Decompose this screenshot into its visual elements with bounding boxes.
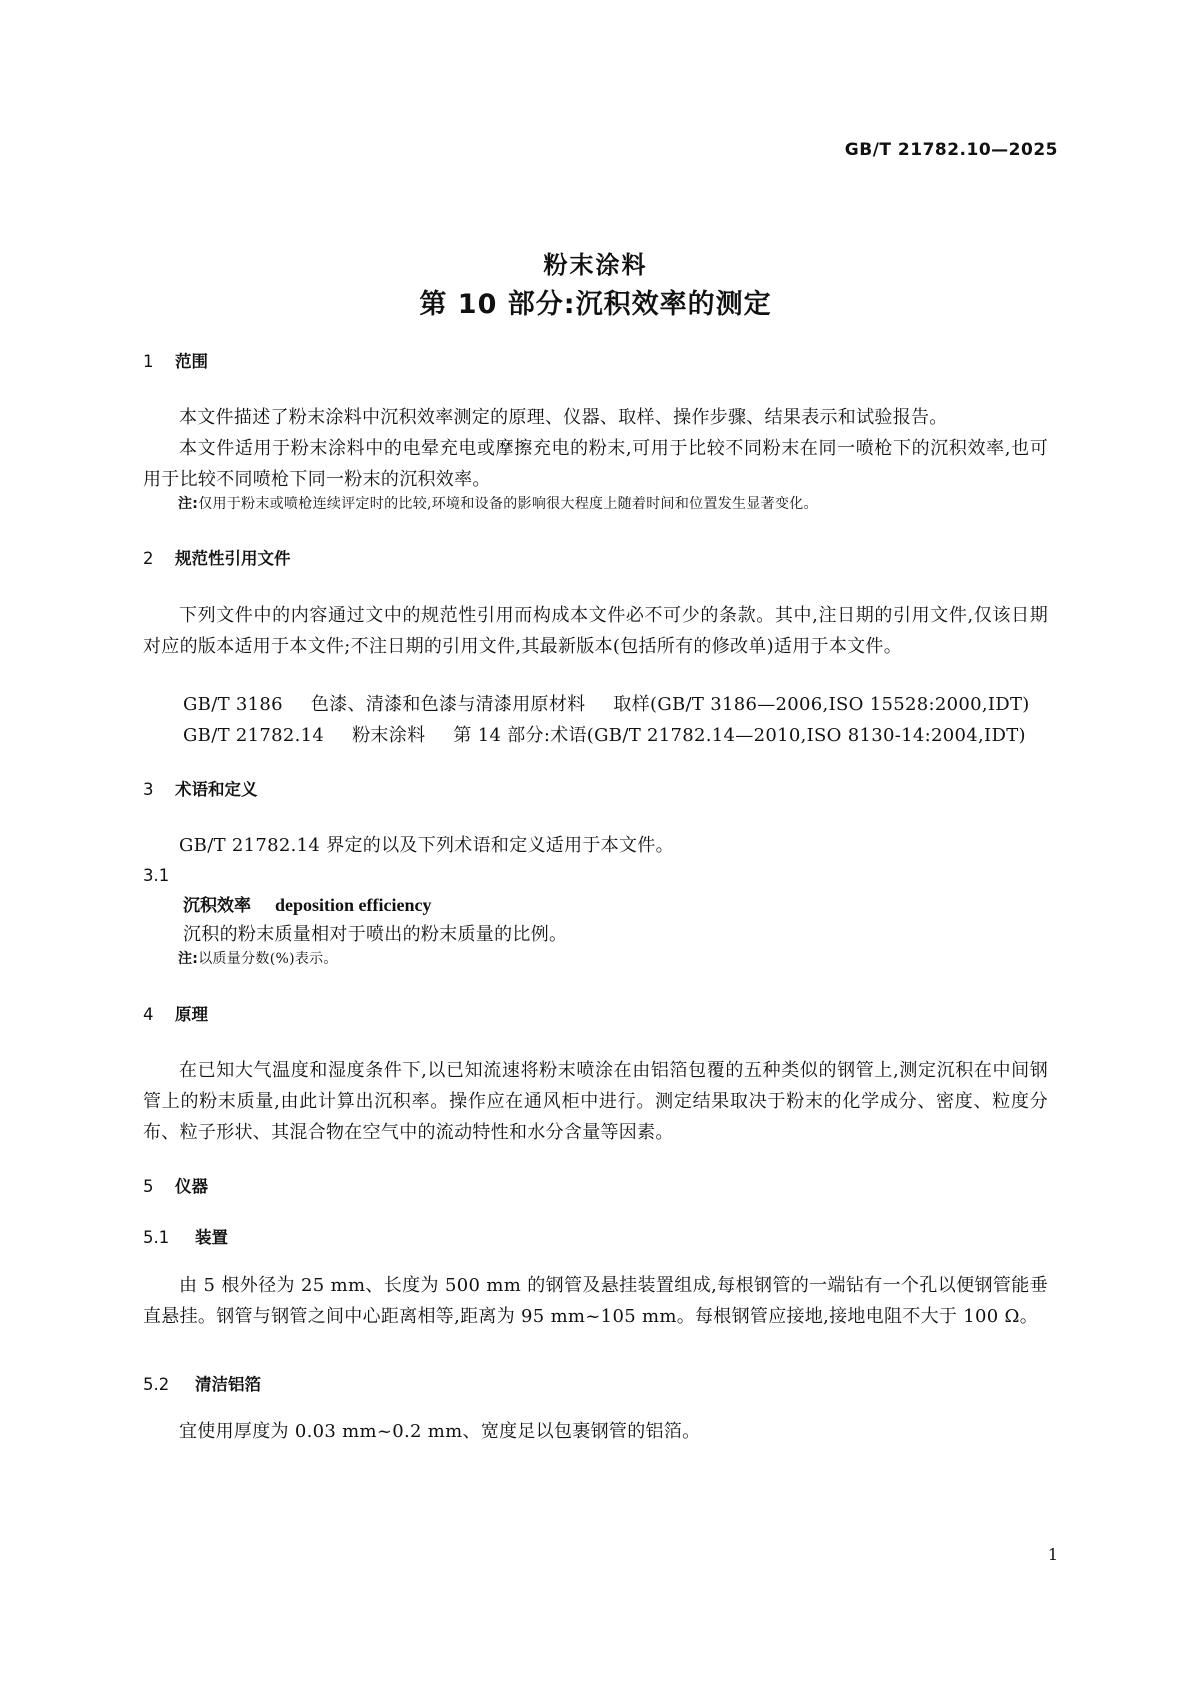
page-number: 1 [1047,1545,1058,1564]
subsection-number: 5.2 [143,1375,170,1394]
subsection-title: 装置 [195,1228,228,1247]
document-title-line1: 粉末涂料 [543,251,648,279]
section-3-heading [143,776,258,800]
section-4-paragraph-1: 在已知大气温度和湿度条件下,以已知流速将粉末喷涂在由铝箔包覆的五种类似的钢管上,测定沉积在中间钢管上的粉末质量,由此计算出沉积率。操作应在通风柜中进行。测定结果取决于粉末的化学成分、密度、粒度分布、粒子形状、其混合物在空气中的流动特性和水分含量等因素。 [143,1060,1048,1143]
section-title: 规范性引用文件 [175,549,291,568]
subsection-5-1-heading [143,1224,228,1248]
section-2-heading [143,545,291,569]
subsection-number: 5.1 [143,1228,170,1247]
subsection-5-2-heading [143,1371,261,1395]
section-title: 原理 [175,1005,208,1024]
section-1-paragraph-2: 本文件适用于粉末涂料中的电晕充电或摩擦充电的粉末,可用于比较不同粉末在同一喷枪下的沉积效率,也可用于比较不同喷枪下同一粉末的沉积效率。 [143,438,1048,490]
note-text: 仅用于粉末或喷枪连续评定时的比较,环境和设备的影响很大程度上随着时间和位置发生显著变化。 [198,496,818,512]
section-3-note [178,948,338,968]
section-number: 4 [143,1005,154,1024]
reference-1 [183,690,1030,716]
reference-2 [183,721,1026,747]
section-1-paragraph-1: 本文件描述了粉末涂料中沉积效率测定的原理、仪器、取样、操作步骤、结果表示和试验报告。 [179,407,948,428]
section-2-paragraph-1: 下列文件中的内容通过文中的规范性引用而构成本文件必不可少的条款。其中,注日期的引用文件,仅该日期对应的版本适用于本文件;不注日期的引用文件,其最新版本(包括所有的修改单)适用于本文件。 [143,605,1048,657]
reference-title-part: 第 14 部分:术语(GB/T 21782.14—2010,ISO 8130-14:2004,IDT) [453,725,1026,746]
term-definition: 沉积的粉末质量相对于喷出的粉末质量的比例。 [183,924,568,945]
subsection-5-1-paragraph: 由 5 根外径为 25 mm、长度为 500 mm 的钢管及悬挂装置组成,每根钢管的一端钻有一个孔以便钢管能垂直悬挂。钢管与钢管之间中心距离相等,距离为 95 mm~105 mm。每根钢管应接地,接地电阻不大于 100 Ω。 [143,1275,1048,1327]
section-number: 2 [143,549,154,568]
reference-title: 色漆、清漆和色漆与清漆用原材料 [310,694,586,715]
standard-code: GB/T 21782.10—2025 [844,140,1058,160]
section-number: 3 [143,780,154,799]
reference-code: GB/T 3186 [183,694,283,715]
section-1-heading [143,348,208,372]
section-4-heading [143,1001,208,1025]
section-5-heading [143,1173,208,1197]
section-title: 范围 [175,352,208,371]
section-number: 5 [143,1177,154,1196]
reference-title-part: 取样(GB/T 3186—2006,ISO 15528:2000,IDT) [613,694,1030,715]
term-english: deposition efficiency [275,895,432,915]
section-title: 仪器 [175,1177,208,1196]
subsection-title: 清洁铝箔 [195,1375,261,1394]
reference-code: GB/T 21782.14 [183,725,325,746]
note-text: 以质量分数(%)表示。 [198,951,338,967]
subsection-5-2-paragraph: 宜使用厚度为 0.03 mm~0.2 mm、宽度足以包裹钢管的铝箔。 [179,1421,701,1442]
note-label: 注: [178,496,199,512]
term-entry [183,891,431,916]
section-number: 1 [143,352,154,371]
section-title: 术语和定义 [175,780,258,799]
section-1-note [178,493,818,513]
section-3-paragraph-1: GB/T 21782.14 界定的以及下列术语和定义适用于本文件。 [179,835,674,856]
note-label: 注: [178,951,199,967]
subsection-3-1-number: 3.1 [143,866,170,885]
reference-title: 粉末涂料 [352,725,426,746]
term-chinese: 沉积效率 [183,896,251,916]
document-title-line2: 第 10 部分:沉积效率的测定 [419,289,772,320]
